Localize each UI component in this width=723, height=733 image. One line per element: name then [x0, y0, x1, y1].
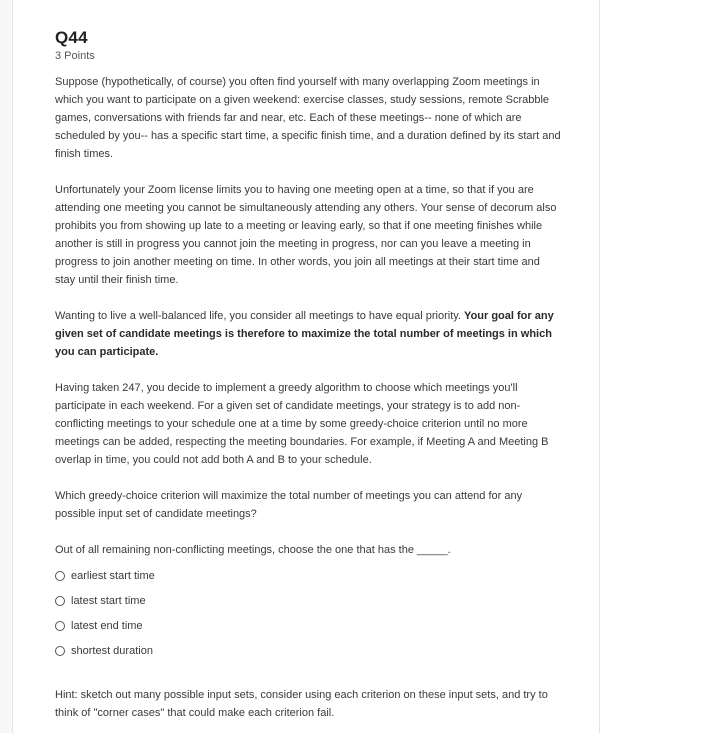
option-latest-end-time[interactable] [55, 613, 563, 638]
question-paragraph-2: Unfortunately your Zoom license limits you to having one meeting open at a time, so that if you are attending one meeting you cannot be simultaneously attending any others. Your sense of decorum also prohibits you from showing up late to a meeting or leaving early, so that if one meeting finishes while another is still in progress you cannot join the meeting in progress, nor can you leave a meeting in progress to join another meeting on time. In other words, you join all meetings at their start time and stay until their finish time. [55, 184, 557, 286]
radio-button[interactable] [55, 596, 65, 606]
radio-button[interactable] [55, 571, 65, 581]
option-shortest-duration[interactable] [55, 638, 563, 663]
option-label: latest end time [71, 619, 143, 632]
option-label: latest start time [71, 594, 146, 607]
option-label: earliest start time [71, 569, 155, 582]
question-paragraph-5: Which greedy-choice criterion will maximize the total number of meetings you can attend for any possible input set of candidate meetings? [55, 490, 523, 520]
paragraph-3-text: Wanting to live a well-balanced life, you consider all meetings to have equal priority. [55, 310, 465, 322]
question-points: 3 Points [55, 50, 95, 62]
question-hint: Hint: sketch out many possible input sets, consider using each criterion on these input sets, and try to think of "corner cases" that could make each criterion fail. [55, 689, 548, 719]
left-gutter [0, 0, 13, 733]
question-paragraph-1: Suppose (hypothetically, of course) you often find yourself with many overlapping Zoom meetings in which you want to participate on a given weekend: exercise classes, study sessions, remote Scrabble games, conversations with friends far and near, etc. Each of these meetings-- none of which are scheduled by you-- has a specific start time, a specific finish time, and a duration defined by its start and finish times. [55, 76, 561, 160]
option-label: shortest duration [71, 644, 153, 657]
question-paragraph-4: Having taken 247, you decide to implement a greedy algorithm to choose which meetings you'll participate in each weekend. For a given set of candidate meetings, your strategy is to add non-conflicting meetings to your schedule one at a time by some greedy-choice criterion until no more meetings can be added, respecting the meeting boundaries. For example, if Meeting A and Meeting B overlap in time, you could not add both A and B to your schedule. [55, 382, 549, 466]
option-latest-start-time[interactable] [55, 588, 563, 613]
question-panel [13, 0, 600, 733]
radio-button[interactable] [55, 646, 65, 656]
answer-options [55, 563, 563, 663]
radio-button[interactable] [55, 621, 65, 631]
question-paragraph-3 [55, 307, 563, 361]
paragraph-3-goal: Your goal for any given set of candidate meetings is therefore to maximize the total number of meetings in which you can participate. [55, 310, 554, 358]
question-prompt: Out of all remaining non-conflicting meetings, choose the one that has the _____. [55, 544, 451, 556]
question-content [55, 28, 563, 722]
right-blank-area [600, 0, 723, 733]
question-title: Q44 [55, 28, 88, 47]
option-earliest-start-time[interactable] [55, 563, 563, 588]
